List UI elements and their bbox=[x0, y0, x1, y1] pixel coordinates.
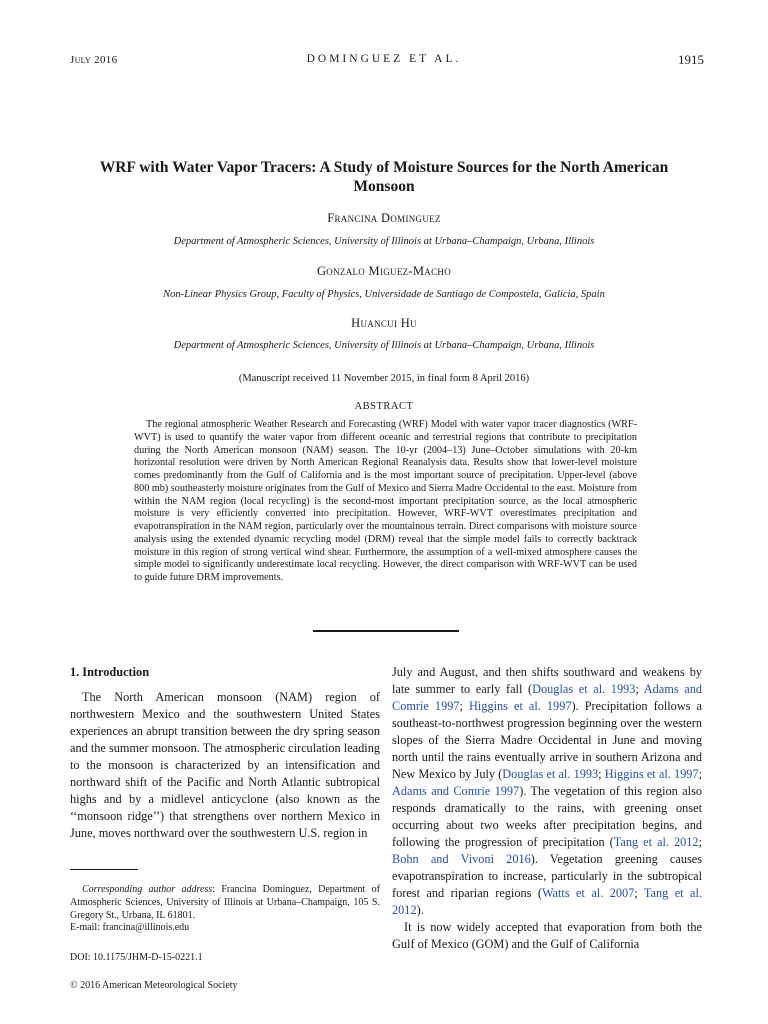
citation-link[interactable]: Bohn and Vivoni 2016 bbox=[392, 852, 531, 866]
separator: ; bbox=[459, 699, 469, 713]
running-header-date: July 2016 bbox=[70, 54, 118, 66]
body-text: ). Precipitation follows a southeast-to-northwest progression beginning over the western slopes of the Sierra Madre Occidental in June and moving north until the rains eventually arrive in southern Arizona and New Mexico by July ( bbox=[392, 699, 702, 781]
right-column bbox=[392, 664, 702, 953]
footnote-label: Corresponding author address bbox=[82, 884, 213, 895]
footnote-address: : Francina Dominguez, Department of Atmospheric Sciences, University of Illinois at Urbana–Champaign, 105 S. Gregory St., Urbana, IL 61801. bbox=[70, 884, 380, 921]
intro-paragraph: It is now widely accepted that evaporation from both the Gulf of Mexico (GOM) and the Gulf of California bbox=[392, 920, 702, 951]
author-name: Francina Dominguez bbox=[327, 211, 441, 225]
citation-link[interactable]: Adams and Comrie 1997 bbox=[392, 784, 520, 798]
manuscript-dates: (Manuscript received 11 November 2015, in final form 8 April 2016) bbox=[238, 373, 530, 384]
author-name: Gonzalo Miguez-Macho bbox=[316, 264, 452, 278]
citation-link[interactable]: Higgins et al. 1997 bbox=[469, 699, 572, 713]
separator: ; bbox=[698, 767, 702, 781]
page-number: 1915 bbox=[678, 52, 704, 67]
abstract-heading: ABSTRACT bbox=[354, 401, 414, 412]
intro-paragraph: The North American monsoon (NAM) region of northwestern Mexico and the southwestern United States experiences an abrupt transition between the dry spring season and the summer monsoon. The atmospheric circulation leading to the monsoon is characterized by an intensification and northward shift of the Pacific and North Atlantic subtropical highs and by a midlevel anticyclone (also known as the ‘‘monsoon ridge’’) that strengthens over northern Mexico in June, moves northward over the southwestern U.S. region in bbox=[70, 690, 380, 840]
footnote-email: E-mail: francina@illinois.edu bbox=[70, 922, 190, 934]
body-text: ). Vegetation greening causes evapotranspiration to increase, particularly in the subtropical forest and riparian regions ( bbox=[392, 852, 703, 900]
footnote-divider bbox=[70, 869, 138, 870]
citation-link[interactable]: Tang et al. 2012 bbox=[613, 835, 699, 849]
section-heading: 1. Introduction bbox=[70, 665, 150, 679]
running-header-authors: DOMINGUEZ ET AL. bbox=[306, 53, 462, 65]
separator: ; bbox=[598, 767, 605, 781]
left-column bbox=[70, 664, 380, 842]
intro-paragraph-continued bbox=[392, 664, 702, 919]
body-text: July and August, and then shifts southward and weakens by late summer to early fall ( bbox=[392, 665, 702, 696]
separator: ; bbox=[635, 682, 644, 696]
paper-title: WRF with Water Vapor Tracers: A Study of Moisture Sources for the North American Monsoon bbox=[99, 159, 669, 195]
citation-link[interactable]: Adams and Comrie 1997 bbox=[392, 682, 702, 713]
author-affiliation: Department of Atmospheric Sciences, University of Illinois at Urbana–Champaign, Urbana, Illinois bbox=[173, 340, 595, 351]
citation-link[interactable]: Higgins et al. 1997 bbox=[604, 767, 699, 781]
citation-link[interactable]: Watts et al. 2007 bbox=[541, 886, 635, 900]
author-name: Huancui Hu bbox=[351, 316, 417, 330]
body-text: ). bbox=[416, 903, 424, 917]
body-text: ). The vegetation of this region also responds dramatically to the rains, with greening onset occurring about two weeks after precipitation begins, and following the progression of precipitation ( bbox=[392, 784, 703, 849]
author-affiliation: Non-Linear Physics Group, Faculty of Physics, Universidade de Santiago de Compostela, Galicia, Spain bbox=[163, 289, 605, 300]
citation-link[interactable]: Douglas et al. 1993 bbox=[532, 682, 636, 696]
separator: ; bbox=[698, 835, 702, 849]
separator: ; bbox=[634, 886, 644, 900]
corresponding-author-footnote bbox=[70, 884, 380, 935]
copyright: © 2016 American Meteorological Society bbox=[70, 980, 238, 991]
abstract-divider bbox=[313, 630, 459, 632]
abstract-text: The regional atmospheric Weather Research and Forecasting (WRF) Model with water vapor tracer diagnostics (WRF-WVT) is used to quantify the water vapor from different oceanic and terrestrial regions that contribute to precipitation during the North American monsoon (NAM) season. The 10-yr (2004–13) June–October simulations with 20-km horizontal resolution were driven by North American Regional Reanalysis data. Results show that lower-level moisture comes predominantly from the Gulf of California and is the most important source of precipitation. Upper-level (above 800 mb) southeasterly moisture originates from the Gulf of Mexico and Sierra Madre Occidental to the east. Moisture from within the NAM region (local recycling) is the second-most important precipitation source, as the local atmospheric moisture is very efficiently converted into precipitation. However, WRF-WVT overestimates precipitation and evapotranspiration in the NAM region, particularly over the mountainous terrain. Direct comparisons with moisture source analysis using the extended dynamic recycling model (DRM) reveal that the simple model fails to correctly backtrack moisture in this region of strong vertical wind shear. Furthermore, the assumption of a well-mixed atmosphere causes the simple model to significantly underestimate local recycling. However, the direct comparison with WRF-WVT can be used to guide future DRM improvements. bbox=[134, 419, 637, 583]
doi: DOI: 10.1175/JHM-D-15-0221.1 bbox=[70, 952, 203, 963]
citation-link[interactable]: Douglas et al. 1993 bbox=[502, 767, 599, 781]
citation-link[interactable]: Tang et al. 2012 bbox=[392, 886, 702, 917]
author-affiliation: Department of Atmospheric Sciences, University of Illinois at Urbana–Champaign, Urbana, Illinois bbox=[173, 236, 595, 247]
